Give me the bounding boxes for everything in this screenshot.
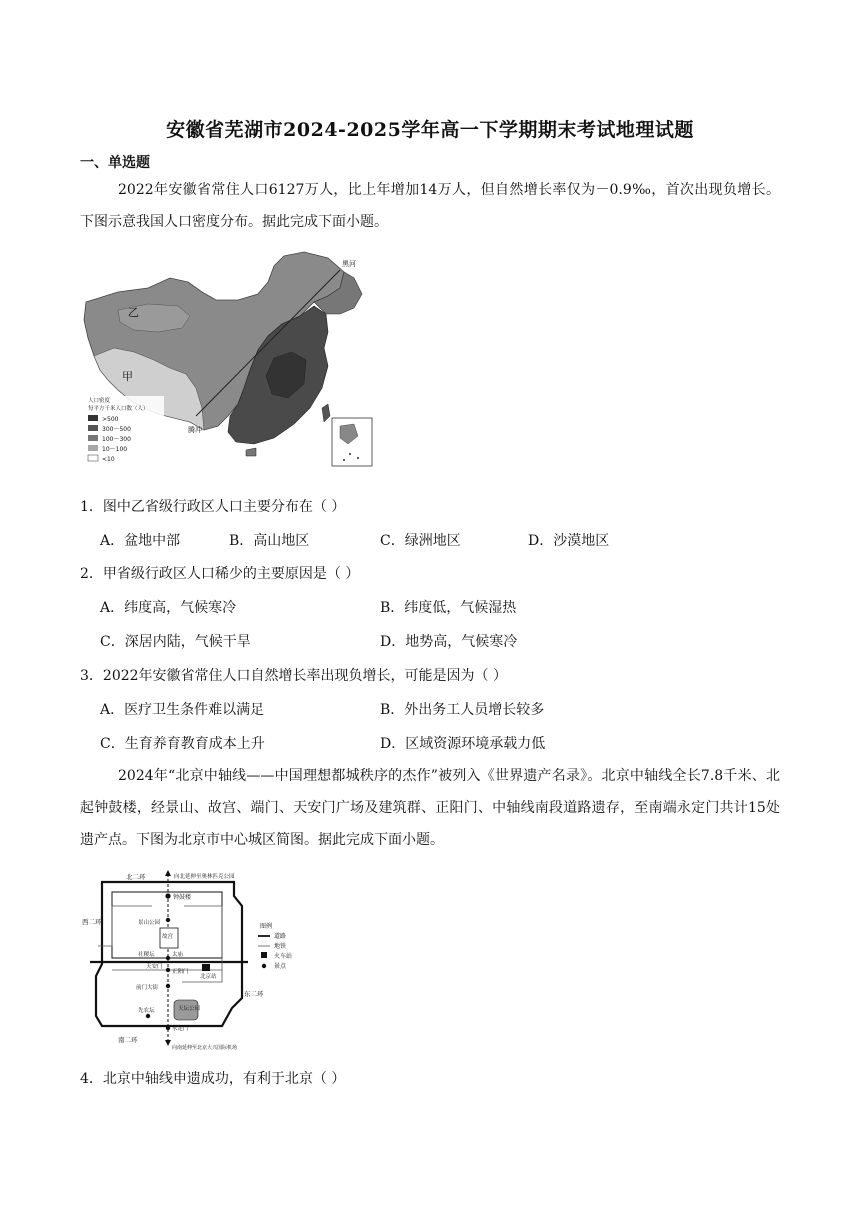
q3-option-c: C．生育养育教育成本上升 <box>100 736 265 752</box>
q2-option-c: C．深居内陆，气候干旱 <box>100 634 251 650</box>
q1-option-b: B．高山地区 <box>229 533 310 549</box>
label-west-ring: 西二环 <box>82 918 102 926</box>
legend-item-2: 300～500 <box>102 426 131 433</box>
q1-option-d: D．沙漠地区 <box>528 533 610 549</box>
label-yongdingmen: 永定门 <box>172 1026 189 1032</box>
question-3-stem: 3．2022年安徽省常住人口自然增长率出现负增长，可能是因为（ ） <box>80 668 507 684</box>
q1-option-a: A．盆地中部 <box>100 533 181 549</box>
page-title: 安徽省芜湖市2024-2025学年高一下学期期末考试地理试题 <box>166 119 694 141</box>
label-qianmen: 前门大街 <box>136 985 159 991</box>
label-north-ring: 北二环 <box>126 873 146 881</box>
label-tengchong: 腾冲 <box>188 426 202 434</box>
q1-option-c: C．绿洲地区 <box>380 533 461 549</box>
label-tiantan: 天坛公园 <box>178 1006 201 1012</box>
legend-metro: 地铁 <box>274 943 287 950</box>
label-gugong: 故宫 <box>162 934 174 940</box>
label-jia: 甲 <box>122 370 133 383</box>
q2-option-d: D．地势高，气候寒冷 <box>380 634 518 650</box>
question-2-stem: 2．甲省级行政区人口稀少的主要原因是（ ） <box>80 566 360 582</box>
q2-option-b: B．纬度低，气候湿热 <box>380 600 517 616</box>
legend-site: 景点 <box>274 963 287 970</box>
legend-road: 道路 <box>274 933 287 940</box>
legend-item-4: 10～100 <box>102 446 128 453</box>
label-south-ring: 南二环 <box>118 1036 138 1044</box>
label-jingshan: 景山公园 <box>138 920 161 926</box>
label-east-ring: 东二环 <box>244 990 264 998</box>
label-heihe: 黑河 <box>342 260 356 268</box>
label-zhengyangmen: 正阳门 <box>172 969 189 975</box>
legend-title-2: 每平方千米人口数（人） <box>88 406 149 412</box>
legend-station: 火车站 <box>274 953 293 960</box>
label-shejitan: 社稷坛 <box>138 952 155 958</box>
legend-title: 图例 <box>260 923 273 930</box>
q3-option-a: A．医疗卫生条件难以满足 <box>100 702 265 718</box>
intro-paragraph-2: 2024年“北京中轴线——中国理想都城秩序的杰作”被列入《世界遗产名录》。北京中轴线全长7.8千米、北起钟鼓楼，经景山、故宫、端门、天安门广场及建筑群、正阳门、中轴线南段道路遗存，至南端永定门共计15处遗产点。下图为北京市中心城区简图。据此完成下面小题。 <box>80 768 780 848</box>
label-xiannongtan: 先农坛 <box>138 1008 155 1014</box>
label-beijing-station: 北京站 <box>200 974 217 980</box>
population-density-map <box>78 248 382 470</box>
q3-option-b: B．外出务工人员增长较多 <box>380 702 545 718</box>
question-1-stem: 1．图中乙省级行政区人口主要分布在（ ） <box>80 499 346 515</box>
beijing-central-map <box>82 866 312 1052</box>
legend-item-1: >500 <box>102 416 119 423</box>
label-tiananmen: 天安门 <box>146 964 163 970</box>
label-yi: 乙 <box>128 306 139 319</box>
question-4-stem: 4．北京中轴线申遗成功，有利于北京（ ） <box>80 1071 346 1087</box>
q3-option-d: D．区域资源环境承载力低 <box>380 736 546 752</box>
label-south-extension: 向南延伸至北京大兴国际机场 <box>172 1045 238 1051</box>
label-zhonggulou: 钟鼓楼 <box>173 894 192 901</box>
legend-item-3: 100～300 <box>102 436 131 443</box>
q2-option-a: A．纬度高，气候寒冷 <box>100 600 237 616</box>
section-heading: 一、单选题 <box>80 155 150 171</box>
label-north-extension: 向北延伸至奥林匹克公园 <box>174 874 235 880</box>
intro-paragraph-1: 2022年安徽省常住人口6127万人，比上年增加14万人，但自然增长率仅为－0.9‰，首次出现负增长。下图示意我国人口密度分布。据此完成下面小题。 <box>80 182 780 230</box>
label-taimiao: 太庙 <box>172 952 184 958</box>
legend-title-1: 人口密度 <box>88 398 111 404</box>
legend-item-5: <10 <box>102 456 115 463</box>
